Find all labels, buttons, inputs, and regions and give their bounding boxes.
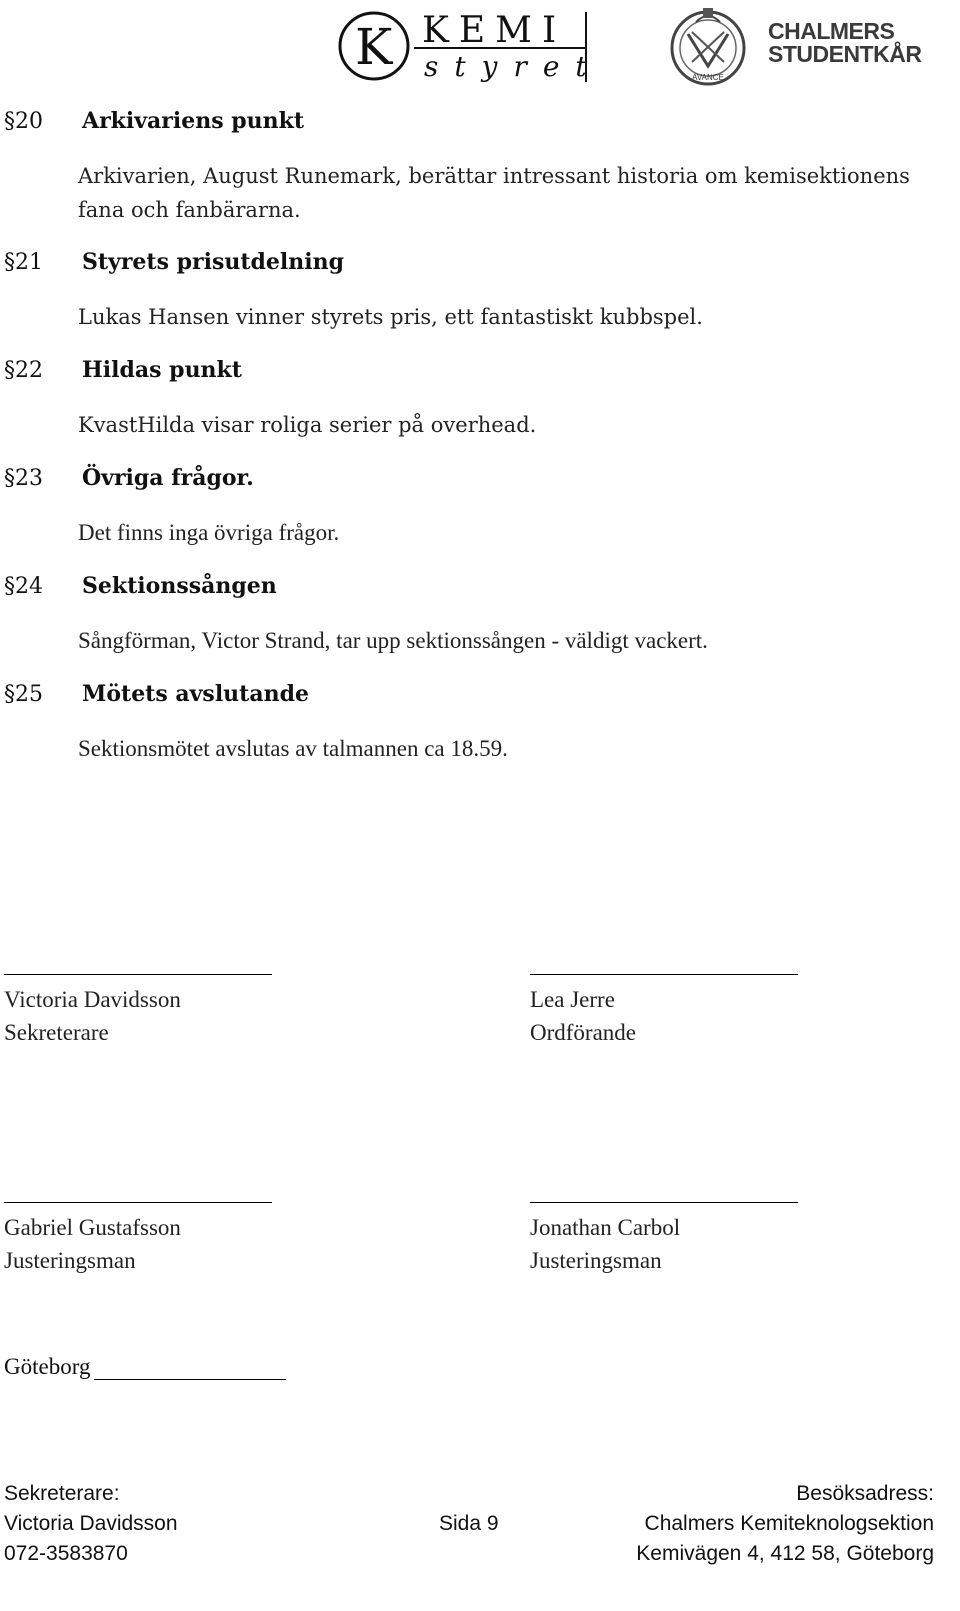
section-number: 20 xyxy=(15,109,43,134)
footer-address-label: Besöksadress: xyxy=(796,1482,934,1505)
section-number: 23 xyxy=(15,466,43,491)
signature-block-adjuster-1 xyxy=(4,1202,272,1277)
signature-role: Ordförande xyxy=(530,1020,637,1045)
section-symbol: § xyxy=(4,682,15,707)
section-symbol: § xyxy=(4,466,15,491)
section-title: Övriga frågor. xyxy=(82,465,254,491)
logo-word-styret: styret xyxy=(424,50,594,83)
seal-text: AVANCE xyxy=(692,73,724,82)
signature-name: Lea Jerre xyxy=(530,987,615,1012)
section-heading-21 xyxy=(0,249,344,275)
section-title: Arkivariens punkt xyxy=(82,108,305,134)
footer-secretary-phone: 072-3583870 xyxy=(4,1542,128,1565)
place-label: Göteborg xyxy=(4,1354,91,1379)
section-title: Sektionssången xyxy=(82,573,277,599)
date-line xyxy=(94,1355,286,1380)
logo-letter-k: K xyxy=(355,18,393,76)
section-number: 22 xyxy=(15,358,43,383)
section-heading-20 xyxy=(0,108,304,134)
section-symbol: § xyxy=(4,358,15,383)
footer-secretary-name: Victoria Davidsson xyxy=(4,1512,178,1535)
section-heading-22 xyxy=(0,357,242,383)
signature-line xyxy=(530,1202,798,1203)
footer-secretary-label: Sekreterare: xyxy=(4,1482,120,1505)
section-symbol: § xyxy=(4,109,15,134)
chalmers-seal-icon xyxy=(666,4,750,88)
signature-line xyxy=(4,1202,272,1203)
section-symbol: § xyxy=(4,250,15,275)
signature-block-secretary xyxy=(4,974,272,1049)
section-heading-24 xyxy=(0,573,277,599)
section-heading-23 xyxy=(0,465,254,491)
footer-org: Chalmers Kemiteknologsektion xyxy=(644,1512,934,1535)
footer-address xyxy=(636,1479,934,1569)
section-heading-25 xyxy=(0,681,309,707)
section-title: Mötets avslutande xyxy=(82,681,309,707)
signature-name: Jonathan Carbol xyxy=(530,1215,681,1240)
section-body-22: KvastHilda visar roliga serier på overhead. xyxy=(78,413,537,437)
section-number: 21 xyxy=(15,250,43,275)
page-number: Sida 9 xyxy=(439,1512,499,1535)
section-body-20: Arkivarien, August Runemark, berättar intressant historia om kemisektionens fana och fanbärarna. xyxy=(78,164,910,222)
signature-role: Justeringsman xyxy=(530,1248,662,1273)
signature-line xyxy=(530,974,798,975)
section-body-25: Sektionsmötet avslutas av talmannen ca 18.59. xyxy=(78,736,508,761)
kemistyret-logo xyxy=(338,8,594,86)
section-number: 25 xyxy=(15,682,43,707)
section-body-21: Lukas Hansen vinner styrets pris, ett fantastiskt kubbspel. xyxy=(78,305,703,329)
signature-name: Victoria Davidsson xyxy=(4,987,181,1012)
section-title: Styrets prisutdelning xyxy=(82,249,344,275)
section-body-24: Sångförman, Victor Strand, tar upp sektionssången - väldigt vackert. xyxy=(78,628,708,653)
section-symbol: § xyxy=(4,574,15,599)
section-body-23: Det finns inga övriga frågor. xyxy=(78,520,340,545)
signature-role: Justeringsman xyxy=(4,1248,136,1273)
footer-street: Kemivägen 4, 412 58, Göteborg xyxy=(636,1542,934,1565)
signature-line xyxy=(4,974,272,975)
signature-role: Sekreterare xyxy=(4,1020,109,1045)
chalmers-line2: STUDENTKÅR xyxy=(768,41,922,67)
chalmers-studentkar-logo xyxy=(680,4,935,88)
section-number: 24 xyxy=(15,574,43,599)
footer-secretary xyxy=(4,1479,178,1569)
signature-name: Gabriel Gustafsson xyxy=(4,1215,181,1240)
section-title: Hildas punkt xyxy=(82,357,242,383)
logo-word-kemi: KEMI xyxy=(422,10,567,51)
place-date-field xyxy=(4,1354,286,1380)
signature-block-adjuster-2 xyxy=(530,1202,798,1277)
signature-block-chair xyxy=(530,974,798,1049)
chalmers-line1: CHALMERS xyxy=(768,18,895,44)
